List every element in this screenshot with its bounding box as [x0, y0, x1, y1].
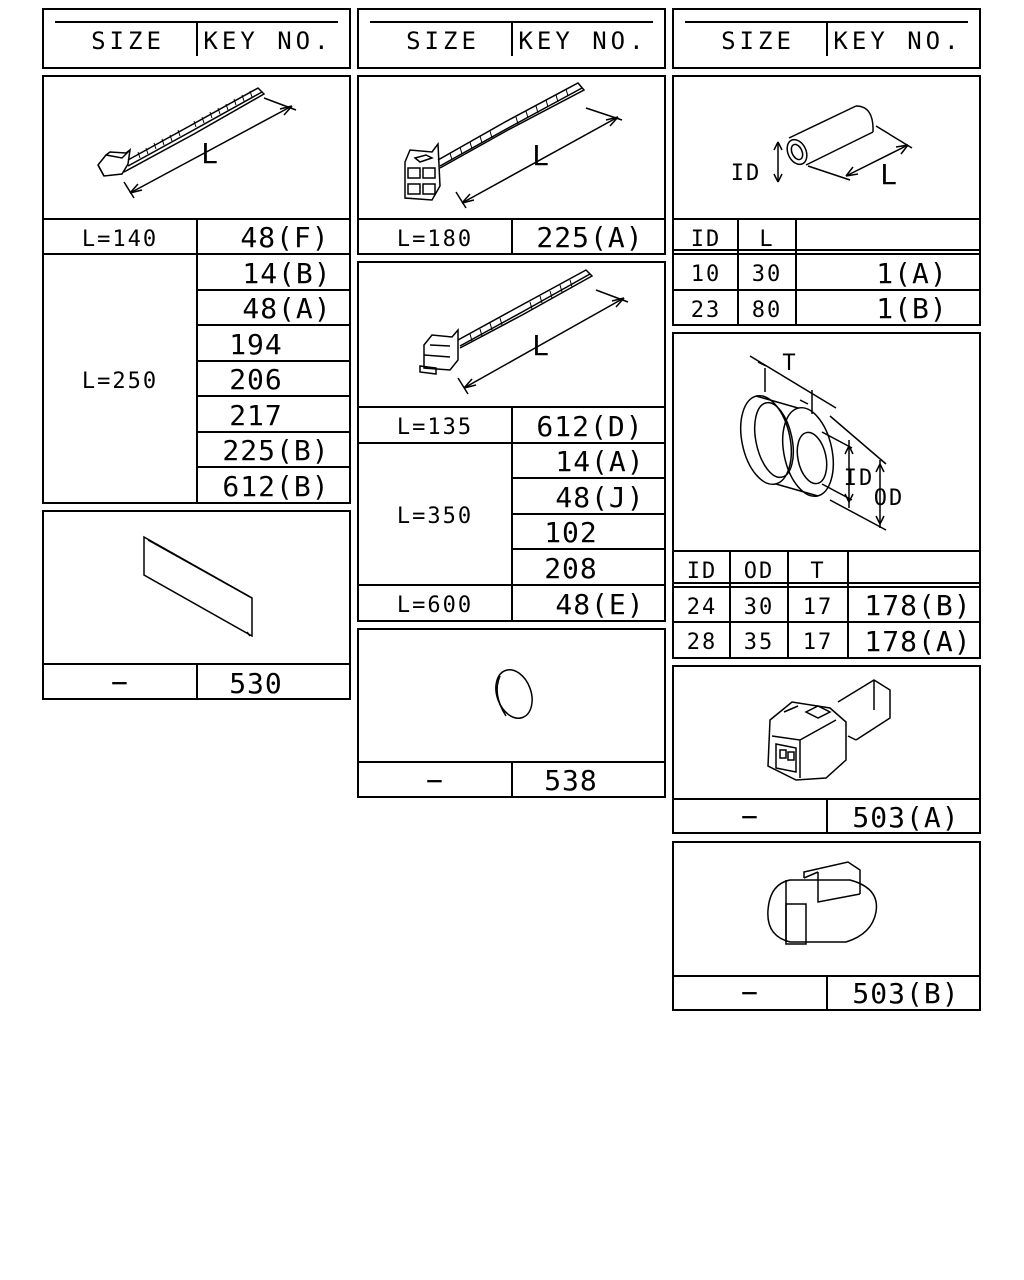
column-3 [673, 9, 980, 1010]
key-cell: 217 [229, 399, 283, 432]
key-cell: 612(B) [222, 470, 330, 503]
size-cell: L=135 [396, 415, 474, 440]
key-cell: 225(B) [222, 434, 330, 467]
dimension-id-label: ID [843, 466, 875, 491]
key-cell: 178(B) [864, 589, 972, 622]
size-cell: L=600 [396, 593, 474, 618]
connector-drawing [768, 680, 890, 780]
id-cell: 23 [690, 298, 722, 323]
table-header-t: T [810, 559, 826, 584]
key-cell: 14(A) [555, 445, 645, 478]
table-header-l: L [759, 227, 775, 252]
connector-cap-drawing [768, 862, 877, 944]
size-cell: L=140 [81, 227, 159, 252]
key-cell: 612(D) [536, 410, 644, 443]
key-cell: 178(A) [864, 625, 972, 658]
key-cell: 208 [544, 552, 598, 585]
t-cell: 17 [802, 630, 834, 655]
size-cell: L=250 [81, 369, 159, 394]
disc-plug-drawing [489, 665, 538, 724]
grommet-drawing [733, 356, 886, 530]
key-cell: 102 [544, 516, 598, 549]
header-size-label: SIZE [406, 27, 480, 55]
header-size-label: SIZE [91, 27, 165, 55]
id-cell: 24 [686, 595, 718, 620]
column-2 [358, 9, 665, 797]
size-cell: − [426, 764, 444, 797]
key-cell: 48(E) [555, 588, 645, 621]
key-cell: 194 [229, 328, 283, 361]
header-size-label: SIZE [721, 27, 795, 55]
column-1 [43, 9, 350, 700]
size-cell: − [111, 666, 129, 699]
dimension-l-label: L [880, 158, 898, 191]
od-cell: 30 [743, 595, 775, 620]
key-cell: 530 [229, 667, 283, 700]
size-cell: − [741, 976, 759, 1009]
header-key-label: KEY NO. [518, 27, 648, 55]
size-cell: − [741, 800, 759, 833]
t-cell: 17 [802, 595, 834, 620]
key-cell: 48(J) [555, 481, 645, 514]
dimension-od-label: OD [873, 486, 905, 511]
cable-tie-small-drawing [98, 88, 296, 198]
dimension-t-label: T [782, 351, 798, 376]
header-key-label: KEY NO. [833, 27, 963, 55]
flat-strip-drawing [144, 537, 252, 636]
dimension-l-label: L [201, 137, 219, 170]
key-cell: 225(A) [536, 221, 644, 254]
key-cell: 503(B) [852, 977, 960, 1010]
dimension-l-label: L [532, 329, 550, 362]
key-cell: 1(A) [876, 257, 948, 290]
key-cell: 48(A) [242, 292, 332, 325]
l-cell: 80 [751, 298, 783, 323]
key-cell: 14(B) [242, 257, 332, 290]
table-header-id: ID [686, 559, 718, 584]
key-cell: 48(F) [240, 221, 330, 254]
id-cell: 28 [686, 630, 718, 655]
dimension-l-label: L [532, 139, 550, 172]
size-cell: L=180 [396, 227, 474, 252]
dimension-id-label: ID [730, 161, 762, 186]
cable-tie-mount-drawing [420, 270, 628, 394]
header-key-label: KEY NO. [203, 27, 333, 55]
size-cell: L=350 [396, 504, 474, 529]
od-cell: 35 [743, 630, 775, 655]
id-cell: 10 [690, 262, 722, 287]
key-cell: 206 [229, 363, 283, 396]
key-cell: 503(A) [852, 801, 960, 834]
key-cell: 1(B) [876, 292, 948, 325]
table-header-id: ID [690, 227, 722, 252]
l-cell: 30 [751, 262, 783, 287]
key-cell: 538 [544, 764, 598, 797]
table-header-od: OD [743, 559, 775, 584]
cable-tie-clip-drawing [405, 83, 622, 208]
